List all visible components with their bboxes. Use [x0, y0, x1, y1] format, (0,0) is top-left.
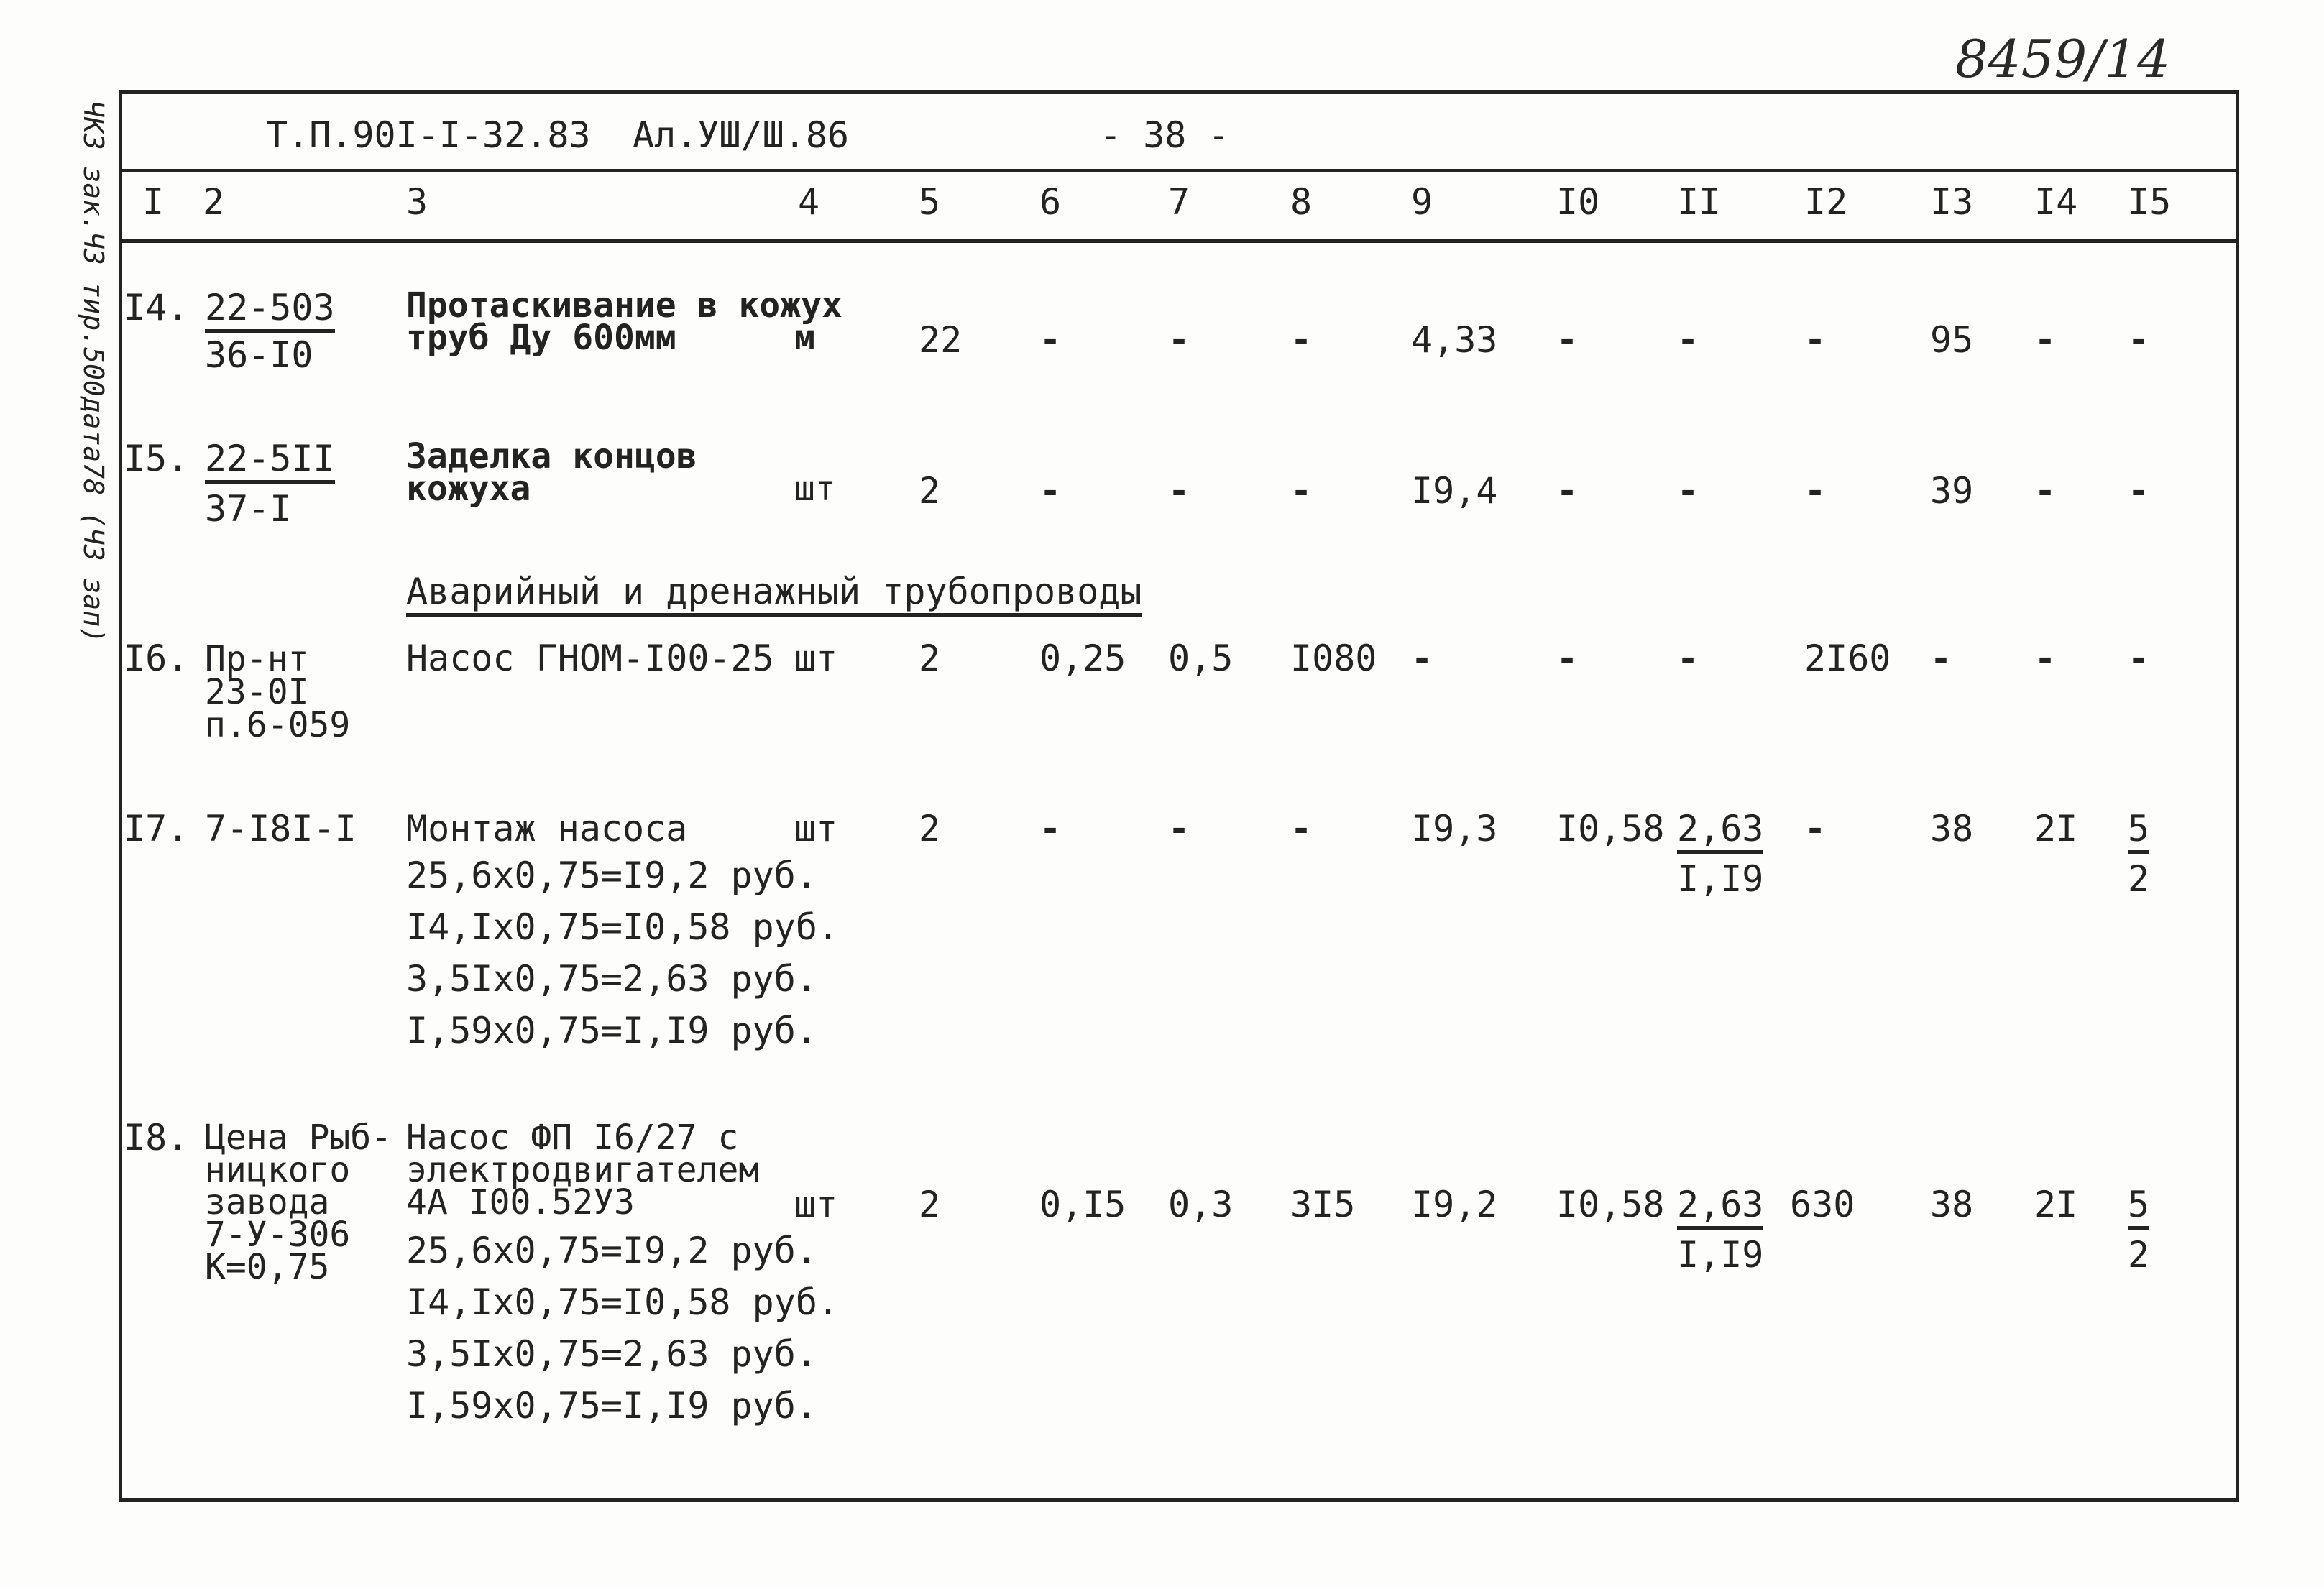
col-header-13: I3	[1930, 181, 1974, 223]
cell-8: -	[1290, 470, 1313, 512]
cell-6: -	[1039, 808, 1062, 849]
cell-7: -	[1168, 808, 1190, 849]
cell-8: I080	[1290, 637, 1377, 679]
section-title: Аварийный и дренажный трубопроводы	[406, 571, 1142, 617]
header-divider	[119, 169, 2239, 172]
code-line: К=0,75	[205, 1247, 330, 1287]
cell-6: -	[1039, 319, 1062, 361]
cell-15: -	[2128, 637, 2150, 679]
cell-10: -	[1556, 319, 1579, 361]
description-line: кожуха	[406, 469, 531, 509]
code: 7-I8I-I	[205, 808, 357, 849]
col-header-11: II	[1677, 181, 1721, 223]
cell-15: -	[2128, 470, 2150, 512]
col-header-3: 3	[406, 181, 428, 223]
description-line: Насос ФП I6/27 с	[406, 1118, 739, 1158]
cell-11-bottom: I,I9	[1677, 858, 1764, 900]
code-line: п.6-059	[205, 705, 351, 745]
code-line: завода	[205, 1182, 330, 1222]
code-line: ницкого	[205, 1150, 351, 1190]
cell-14: 2I	[2034, 808, 2078, 849]
cell-9: -	[1411, 637, 1433, 679]
calc-line: I,59x0,75=I,I9 руб.	[406, 1385, 817, 1427]
cell-7: -	[1168, 319, 1190, 361]
cell-15-bottom: 2	[2128, 1234, 2150, 1276]
cell-7: -	[1168, 470, 1190, 512]
cell-14: -	[2034, 319, 2057, 361]
code-bottom: 37-I	[205, 488, 292, 530]
col-header-5: 5	[919, 181, 941, 223]
cell-7: 0,5	[1168, 637, 1234, 679]
cell-11-bottom: I,I9	[1677, 1234, 1764, 1276]
code-line: 23-0I	[205, 672, 309, 712]
cell-11-top: 2,63	[1677, 809, 1763, 854]
cell-8: 3I5	[1290, 1184, 1356, 1225]
cell-15-top: 5	[2128, 1184, 2149, 1230]
calc-line: 25,6x0,75=I9,2 руб.	[406, 1230, 817, 1271]
cell-10: -	[1556, 470, 1579, 512]
column-header-divider	[119, 239, 2239, 243]
cell-5: 2	[919, 808, 941, 849]
col-header-2: 2	[203, 181, 225, 223]
cell-15-bottom: 2	[2128, 858, 2150, 900]
cell-11-top: 2,63	[1677, 1184, 1763, 1230]
row-number: I8.	[124, 1117, 189, 1159]
cell-15: -	[2128, 319, 2150, 361]
corner-annotation: 8459/14	[1955, 29, 2171, 89]
unit: шт	[794, 469, 836, 509]
calc-line: I,59x0,75=I,I9 руб.	[406, 1010, 817, 1051]
cell-7: 0,3	[1168, 1184, 1234, 1225]
cell-10: -	[1556, 637, 1579, 679]
cell-12: 630	[1790, 1184, 1855, 1225]
cell-10: I0,58	[1556, 808, 1665, 849]
calc-line: 3,5Ix0,75=2,63 руб.	[406, 1333, 817, 1375]
code-bottom: 36-I0	[205, 334, 313, 376]
page-number: - 38 -	[1100, 114, 1230, 156]
col-header-10: I0	[1556, 181, 1600, 223]
row-number: I5.	[124, 438, 189, 479]
col-header-4: 4	[798, 181, 820, 223]
col-header-15: I5	[2128, 181, 2172, 223]
code-top: 22-5II	[205, 438, 335, 484]
col-header-6: 6	[1039, 181, 1062, 223]
album-ref: Ал.УШ/Ш.86	[633, 114, 850, 156]
cell-6: -	[1039, 470, 1062, 512]
description-line: Заделка концов	[406, 436, 697, 476]
cell-5: 2	[919, 470, 941, 512]
row-number: I6.	[124, 637, 189, 679]
cell-14: -	[2034, 470, 2057, 512]
col-header-9: 9	[1411, 181, 1433, 223]
description-line: труб Ду 600мм	[406, 318, 676, 358]
description: Насос ГНОМ-I00-25	[406, 637, 774, 679]
unit: шт	[794, 1184, 838, 1225]
cell-10: I0,58	[1556, 1184, 1665, 1225]
cell-12: -	[1804, 319, 1827, 361]
cell-9: I9,3	[1411, 808, 1498, 849]
cell-13: 39	[1930, 470, 1974, 512]
cell-5: 2	[919, 637, 941, 679]
description-line: электродвигателем	[406, 1150, 760, 1190]
description-line: Протаскивание в кожух	[406, 285, 842, 326]
cell-11: -	[1677, 470, 1699, 512]
cell-14: -	[2034, 637, 2057, 679]
cell-13: 38	[1930, 1184, 1974, 1225]
unit: шт	[794, 637, 838, 679]
calc-line: 25,6x0,75=I9,2 руб.	[406, 855, 817, 896]
row-number: I7.	[124, 808, 189, 849]
cell-6: 0,25	[1039, 637, 1126, 679]
unit: шт	[794, 808, 838, 849]
unit: м	[794, 318, 815, 358]
calc-line: I4,Ix0,75=I0,58 руб.	[406, 1281, 840, 1323]
description-line: 4А I00.52У3	[406, 1182, 635, 1222]
cell-9: I9,2	[1411, 1184, 1498, 1225]
row-number: I4.	[124, 287, 189, 328]
cell-5: 2	[919, 1184, 941, 1225]
cell-14: 2I	[2034, 1184, 2078, 1225]
col-header-7: 7	[1168, 181, 1190, 223]
cell-13: -	[1930, 637, 1952, 679]
cell-12: -	[1804, 808, 1827, 849]
code-line: 7-У-306	[205, 1215, 351, 1255]
cell-9: I9,4	[1411, 470, 1498, 512]
col-header-1: I	[142, 181, 165, 223]
cell-5: 22	[919, 319, 963, 361]
code-line: Цена Рыб-	[205, 1118, 392, 1158]
calc-line: 3,5Ix0,75=2,63 руб.	[406, 958, 817, 1000]
description: Монтаж насоса	[406, 808, 688, 849]
code-line: Пр-нт	[205, 639, 309, 679]
col-header-8: 8	[1290, 181, 1313, 223]
cell-11: -	[1677, 637, 1699, 679]
calc-line: I4,Ix0,75=I0,58 руб.	[406, 906, 840, 948]
cell-8: -	[1290, 808, 1313, 849]
cell-15-top: 5	[2128, 809, 2149, 854]
cell-6: 0,I5	[1039, 1184, 1126, 1225]
code-top: 22-503	[205, 287, 335, 333]
cell-8: -	[1290, 319, 1313, 361]
margin-note: ЧКЗ зак.Ч3 тир.500дата78 (Ч3 зап)	[78, 101, 109, 643]
cell-12: -	[1804, 470, 1827, 512]
cell-11: -	[1677, 319, 1699, 361]
cell-13: 95	[1930, 319, 1974, 361]
col-header-12: I2	[1804, 181, 1848, 223]
cell-13: 38	[1930, 808, 1974, 849]
cell-12: 2I60	[1804, 637, 1891, 679]
doc-code: Т.П.90I-I-32.83	[266, 114, 591, 156]
col-header-14: I4	[2034, 181, 2078, 223]
cell-9: 4,33	[1411, 319, 1498, 361]
